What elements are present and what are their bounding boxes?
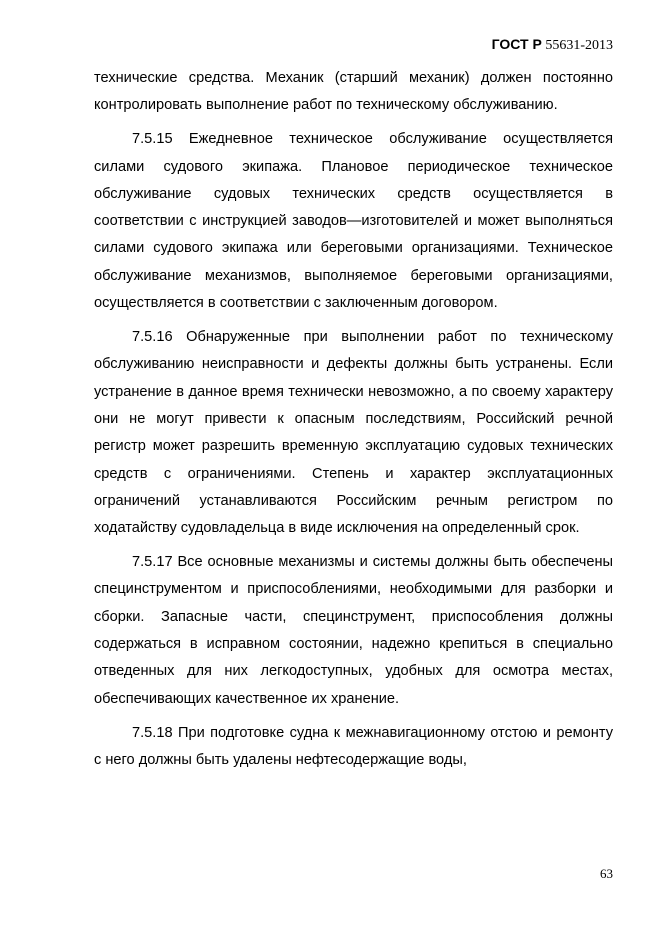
standard-number: 55631-2013 [545, 38, 613, 53]
paragraph-7-5-15: 7.5.15 Ежедневное техническое обслуживание осуществляется силами судового экипажа. Плановое периодическое техническое обслуживание судовых технических средств осуществляется в соответствии с инструкцией заводов—изготовителей и может выполняться силами судового экипажа или береговыми организациями. Техническое обслуживание механизмов, выполняемое береговыми организациями, осуществляется в соответствии с заключенным договором. [94, 131, 613, 312]
page-header [492, 36, 613, 54]
page-number: 63 [600, 866, 613, 881]
paragraph-7-5-18: 7.5.18 При подготовке судна к межнавигационному отстою и ремонту с него должны быть удалены нефтесодержащие воды, [94, 724, 613, 768]
paragraph-7-5-16: 7.5.16 Обнаруженные при выполнении работ по техническому обслуживанию неисправности и дефекты должны быть устранены. Если устранение в данное время технически невозможно, а по своему характеру они не могут привести к опасным последствиям, Российский речной регистр может разрешить временную эксплуатацию судовых технических средств с ограничениями. Степень и характер эксплуатационных ограничений устанавливаются Российским речным регистром по ходатайству судовладельца в виде исключения на определенный срок. [94, 329, 613, 537]
standard-prefix: ГОСТ Р [491, 36, 542, 52]
body-text [94, 65, 613, 774]
paragraph-continuation: технические средства. Механик (старший механик) должен постоянно контролировать выполнение работ по техническому обслуживанию. [94, 70, 613, 114]
paragraph-7-5-17: 7.5.17 Все основные механизмы и системы должны быть обеспечены специнструментом и приспособлениями, необходимыми для разборки и сборки. Запасные части, специнструмент, приспособления должны содержаться в исправном состоянии, надежно крепиться в специально отведенных для них легкодоступных, удобных для осмотра местах, обеспечивающих качественное их хранение. [94, 554, 613, 707]
